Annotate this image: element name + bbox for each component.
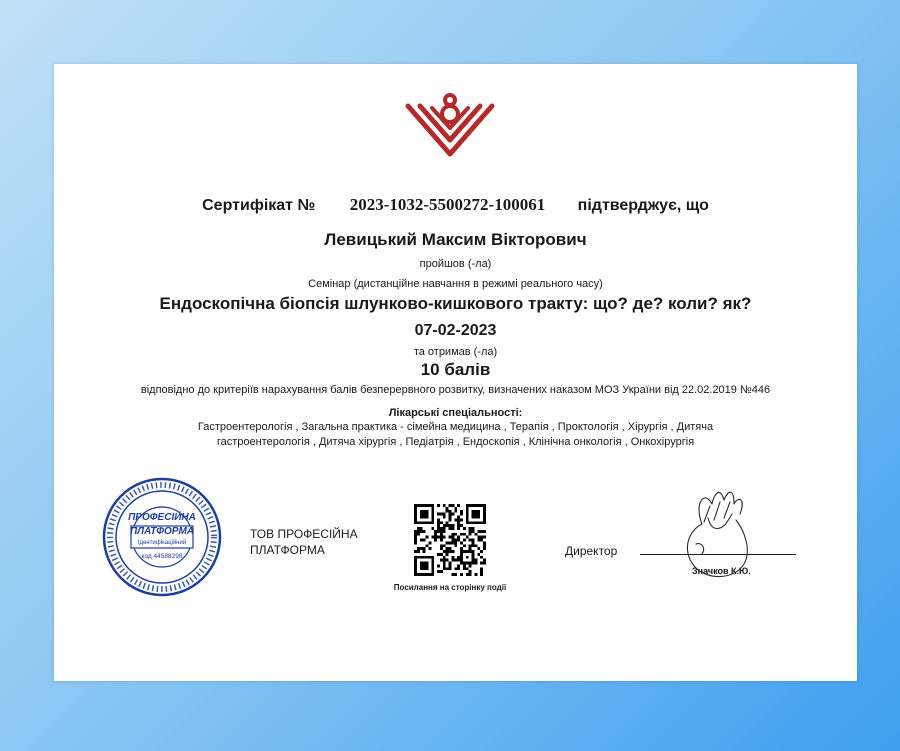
event-title: Ендоскопічна біопсія шлунково-кишкового тракту: що? де? коли? як? (159, 294, 752, 313)
organization-line-2: ПЛАТФОРМА (250, 543, 325, 557)
seminar-type: Семінар (дистанційне навчання в режимі реального часу) (308, 278, 603, 290)
certificate-confirms: підтверджує, що (577, 197, 709, 214)
signature-icon (674, 484, 760, 594)
stamp-text-4: код 44588298 (141, 553, 183, 560)
passed-text: пройшов (-ла) (419, 258, 492, 270)
received-text: та отримав (-ла) (413, 346, 498, 358)
stamp-text-3: Ідентифікаційний (137, 540, 187, 546)
company-stamp-icon (101, 476, 223, 598)
stamp-text-2: ПЛАТФОРМА (129, 526, 195, 537)
basis-text: відповідно до критеріїв нарахування балів безперервного розвитку, визначених наказом МОЗ України від 22.02.2019 №446 (140, 384, 771, 396)
stamp-text-1: ПРОФЕСІЙНА (128, 512, 196, 523)
points-value: 10 балів (420, 360, 491, 379)
certificate-number: 2023-1032-5500272-100061 (349, 195, 546, 214)
qr-code-icon[interactable] (414, 504, 486, 576)
certificate (54, 64, 857, 681)
qr-caption: Посилання на сторінку події (393, 583, 507, 592)
director-label: Директор (565, 544, 618, 558)
signer-name: Значков К.Ю. (692, 566, 751, 576)
recipient-name: Левицький Максим Вікторович (324, 230, 587, 249)
specialties-heading: Лікарські спеціальності: (388, 407, 523, 419)
certificate-label: Сертифікат № (202, 197, 316, 214)
certificate-number-line (54, 195, 857, 215)
organization-line-1: ТОВ ПРОФЕСІЙНА (250, 527, 358, 541)
platform-logo-icon (404, 92, 496, 160)
organization-name (250, 526, 358, 558)
specialties-list: Гастроентерологія , Загальна практика - сімейна медицина , Терапія , Проктологія , Хірургія , Дитяча гастроентерологія , Дитяча хірургія , Педіатрія , Ендоскопія , Клінічна онкологія , Онкохірургія (197, 421, 714, 448)
event-date: 07-02-2023 (414, 322, 497, 339)
